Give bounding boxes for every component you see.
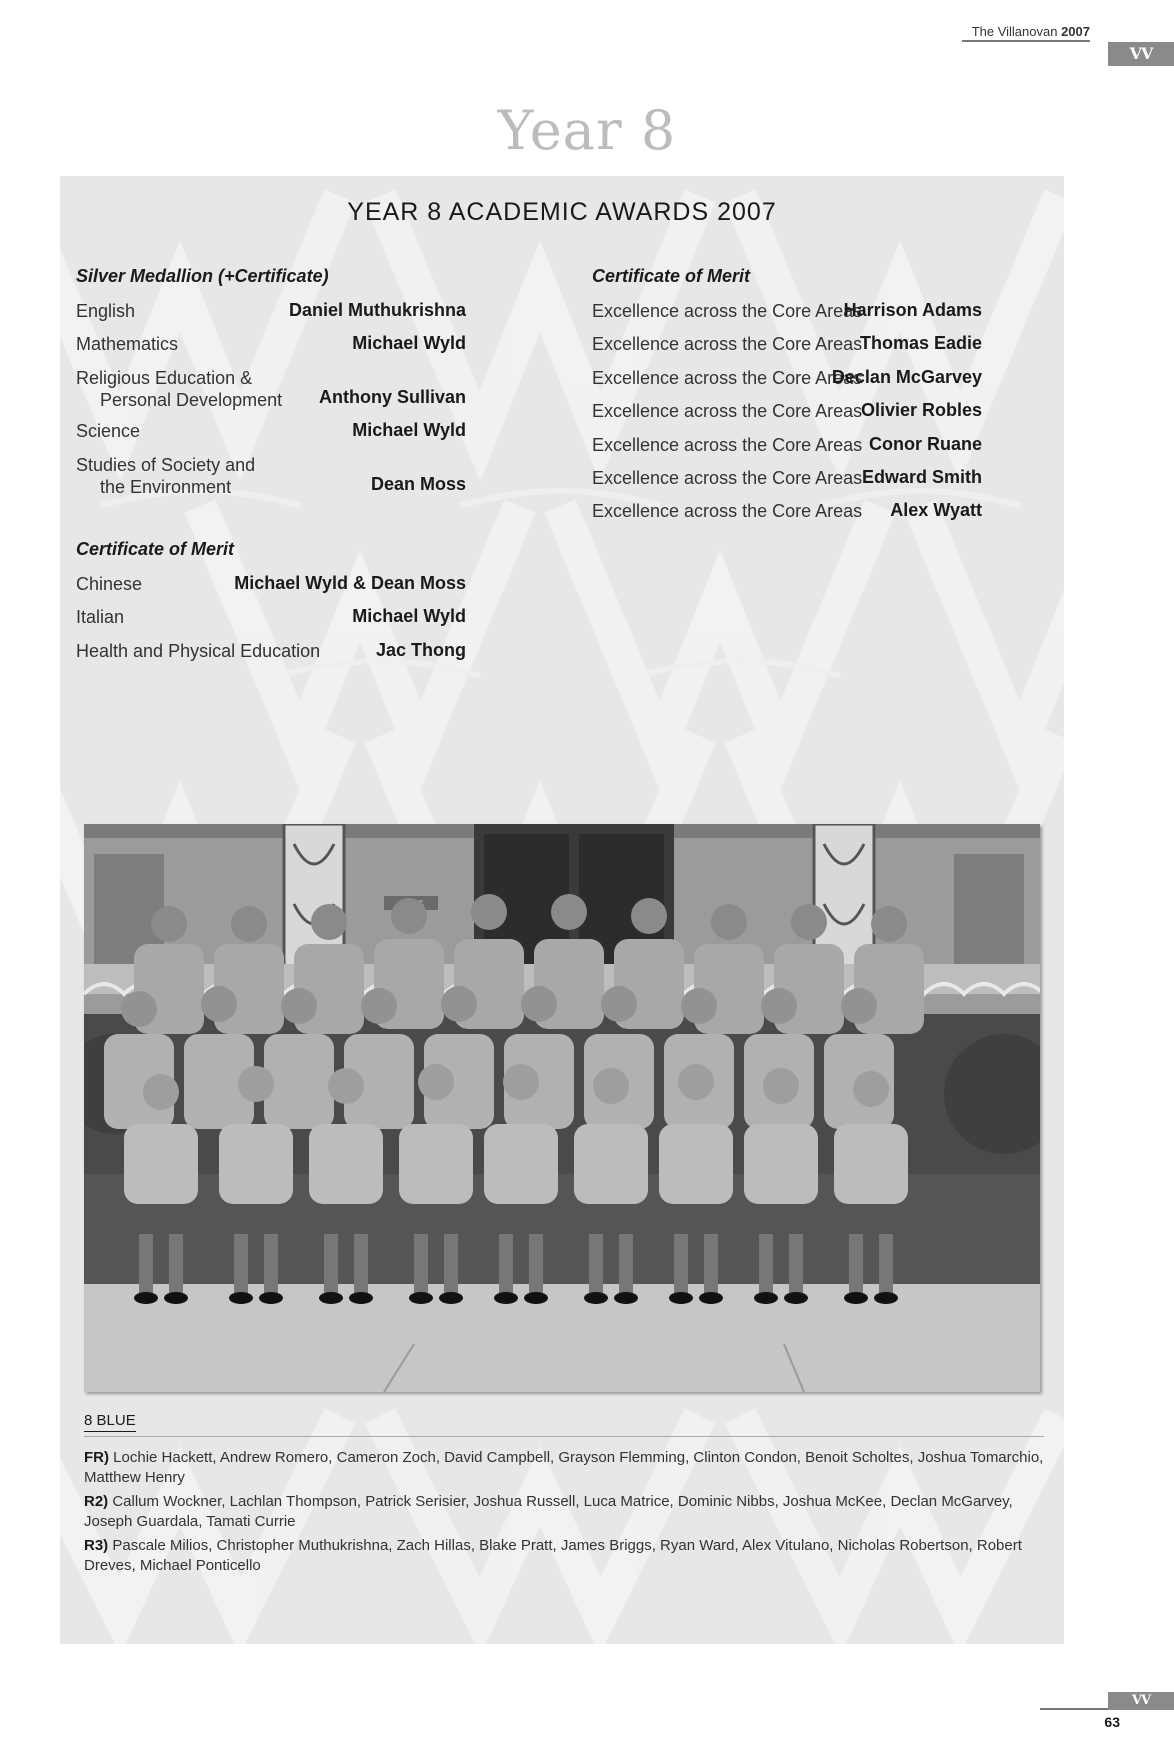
class-photo-illustration: [84, 824, 1040, 1392]
award-subject: Excellence across the Core Areas: [592, 501, 863, 521]
roster-row-2: [84, 1492, 1044, 1532]
page-number: 63: [1104, 1714, 1120, 1730]
page-title: Year 8: [497, 99, 677, 162]
award-subject: Mathematics: [76, 334, 179, 354]
award-winner: Thomas Eadie: [859, 333, 982, 353]
award-subject: Excellence across the Core Areas: [592, 301, 863, 321]
award-winner: Anthony Sullivan: [318, 387, 466, 407]
class-name: 8 BLUE: [84, 1412, 136, 1432]
roster-row-3: [84, 1536, 1044, 1576]
award-winner: Daniel Muthukrishna: [288, 300, 466, 320]
award-winner: Alex Wyatt: [890, 500, 982, 520]
award-winner: Edward Smith: [861, 467, 982, 487]
roster-row-label: R2): [84, 1493, 109, 1510]
award-winner: Michael Wyld: [352, 333, 466, 353]
award-subject: Excellence across the Core Areas: [592, 468, 863, 488]
award-subject: Excellence across the Core Areas: [592, 334, 863, 354]
silver-row-sose: [76, 454, 466, 500]
award-subject: English: [76, 301, 136, 321]
award-subject: Excellence across the Core Areas: [592, 401, 863, 421]
roster-row-label: R3): [84, 1537, 109, 1554]
award-subject: [76, 367, 282, 411]
award-subject: Health and Physical Education: [76, 641, 321, 661]
award-subject: Chinese: [76, 574, 143, 594]
award-subject-line-2: Personal Development: [100, 390, 283, 410]
award-subject-line-1: Religious Education &: [76, 368, 253, 388]
merit-core-heading: Certificate of Merit: [592, 266, 751, 286]
merit-subjects-heading: Certificate of Merit: [76, 539, 235, 559]
award-winner: Michael Wyld: [352, 606, 466, 626]
award-winner: Olivier Robles: [860, 400, 982, 420]
publication-name: The Villanovan: [971, 24, 1058, 39]
roster-row-names: Lochie Hackett, Andrew Romero, Cameron Zoch, David Campbell, Grayson Flemming, Clinton Condon, Benoit Scholtes, Joshua Tomarchio, Matthew Henry: [84, 1449, 1044, 1486]
award-subject: Science: [76, 421, 141, 441]
running-header: [960, 24, 1090, 39]
award-subject: Excellence across the Core Areas: [592, 368, 863, 388]
award-winner: Michael Wyld & Dean Moss: [234, 573, 466, 593]
merit-subject-row: [76, 640, 466, 686]
header-rule: [962, 40, 1090, 42]
header-logo-mark: VV: [1108, 42, 1174, 66]
award-subject-line-1: Studies of Society and: [76, 455, 256, 475]
award-subject: Excellence across the Core Areas: [592, 435, 863, 455]
award-subject: Italian: [76, 607, 125, 627]
awards-panel: [60, 176, 1064, 1644]
award-winner: Dean Moss: [370, 474, 466, 494]
award-subject-line-2: the Environment: [100, 477, 232, 497]
award-winner: Declan McGarvey: [831, 367, 982, 387]
award-winner: Harrison Adams: [843, 300, 982, 320]
silver-medallion-heading: Silver Medallion (+Certificate): [76, 266, 329, 286]
footer-logo-mark: VV: [1108, 1692, 1174, 1710]
silver-row-religious-education: [76, 367, 466, 413]
award-winner: Michael Wyld: [352, 420, 466, 440]
award-winner: Jac Thong: [375, 640, 466, 660]
roster-front-row: [84, 1448, 1044, 1488]
award-winner: Conor Ruane: [868, 434, 982, 454]
awards-title: YEAR 8 ACADEMIC AWARDS 2007: [347, 198, 777, 226]
class-rule: [84, 1436, 1044, 1437]
roster-row-names: Callum Wockner, Lachlan Thompson, Patrick Serisier, Joshua Russell, Luca Matrice, Dominic Nibbs, Joshua McKee, Declan McGarvey, Joseph Guardala, Tamati Currie: [84, 1493, 1013, 1530]
award-subject: [76, 454, 255, 498]
roster-row-names: Pascale Milios, Christopher Muthukrishna, Zach Hillas, Blake Pratt, James Briggs, Ryan Ward, Alex Vitulano, Nicholas Robertson, Robert Dreves, Michael Ponticello: [84, 1537, 1022, 1574]
merit-core-row: [592, 500, 982, 546]
class-photo: [84, 824, 1040, 1392]
roster-row-label: FR): [84, 1449, 109, 1466]
publication-year: 2007: [1061, 24, 1090, 39]
